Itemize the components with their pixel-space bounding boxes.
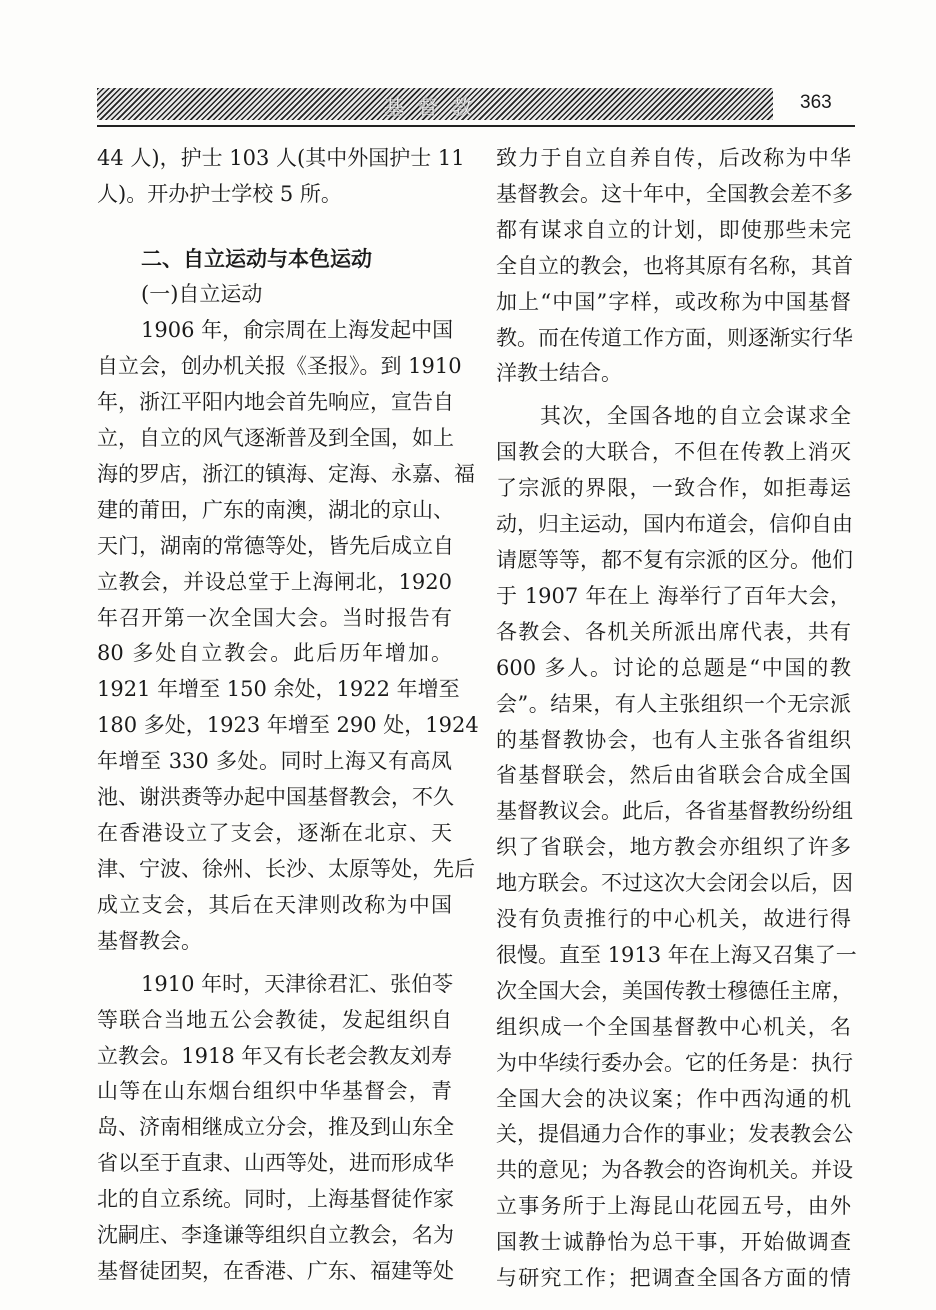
text-line: 省基督联会，然后由省联会合成全国: [496, 763, 851, 788]
text-line: 组织成一个全国基督教中心机关，名: [496, 1014, 851, 1039]
text-line: 津、宁波、徐州、长沙、太原等处，先后: [97, 856, 475, 881]
text-line: 全自立的教会，也将其原有名称，其首: [496, 253, 853, 278]
page-number: 363: [800, 92, 832, 113]
text-line: 人)。开办护士学校 5 所。: [97, 181, 342, 206]
text-line: 自立会，创办机关报《圣报》。到 1910: [97, 354, 462, 379]
text-line: 织了省联会，地方教会亦组织了许多: [496, 835, 851, 860]
running-header-bar: [97, 88, 773, 120]
text-line: 于 1907 年在上 海举行了百年大会，: [496, 583, 851, 608]
text-line: 池、谢洪赉等办起中国基督教会，不久: [97, 785, 454, 810]
text-line: 其次，全国各地的自立会谋求全: [540, 404, 851, 429]
text-line: (一)自立运动: [141, 282, 263, 307]
text-line: 建的莆田，广东的南澳，湖北的京山、: [97, 497, 454, 522]
text-line: 地方联会。不过这次大会闭会以后，因: [496, 871, 853, 896]
text-line: 省以至于直隶、山西等处，进而形成华: [97, 1151, 454, 1176]
text-line: 没有负责推行的中心机关，故进行得: [496, 907, 851, 932]
text-line: 致力于自立自养自传，后改称为中华: [496, 146, 851, 170]
text-line: 600 多人。讨论的总题是“中国的教: [496, 655, 851, 680]
text-line: 洋教士结合。: [496, 361, 622, 386]
text-line: 次全国大会，美国传教士穆德任主席，: [496, 978, 853, 1003]
text-line: 会”。结果，有人主张组织一个无宗派: [496, 691, 851, 716]
text-line: 基督教会。这十年中，全国教会差不多: [496, 181, 853, 206]
text-line: 北的自立系统。同时，上海基督徒作家: [97, 1187, 454, 1212]
text-line: 立，自立的风气逐渐普及到全国，如上: [97, 426, 454, 451]
text-line: 请愿等等，都不复有宗派的区分。他们: [496, 548, 853, 573]
text-line: 年，浙江平阳内地会首先响应，宣告自: [97, 390, 454, 415]
text-line: 为中华续行委办会。它的任务是：执行: [496, 1050, 853, 1075]
running-header-title: 基督教: [384, 95, 486, 119]
text-line: 国教士诚静怡为总干事，开始做调查: [496, 1230, 851, 1255]
text-line: 180 多处，1923 年增至 290 处，1924: [97, 713, 479, 738]
text-line: 立教会，并设总堂于上海闸北，1920: [97, 569, 452, 594]
text-line: 国教会的大联合，不但在传教上消灭: [496, 440, 851, 465]
text-line: 都有谋求自立的计划，即使那些未完: [496, 217, 851, 242]
text-line: 年增至 330 多处。同时上海又有高凤: [97, 749, 452, 774]
text-line: 很慢。直至 1913 年在上海又召集了一: [496, 942, 857, 967]
text-line: 1910 年时，天津徐君汇、张伯苓: [141, 971, 454, 996]
text-line: 44 人)，护士 103 人(其中外国护士 11: [97, 146, 465, 170]
text-line: 基督教议会。此后，各省基督教纷纷组: [496, 799, 853, 824]
text-line: 加上“中国”字样，或改称为中国基督: [496, 289, 851, 314]
text-line: 立教会。1918 年又有长老会教友刘寿: [97, 1043, 452, 1068]
text-line: 基督教会。: [97, 928, 202, 953]
text-line: 海的罗店，浙江的镇海、定海、永嘉、福: [97, 461, 475, 486]
text-line: 基督徒团契，在香港、广东、福建等处: [97, 1258, 454, 1283]
text-line: 的基督教协会，也有人主张各省组织: [496, 727, 851, 752]
text-line: 在香港设立了支会，逐渐在北京、天: [97, 820, 452, 845]
text-line: 动，归主运动，国内布道会，信仰自由: [496, 512, 853, 537]
text-line: 等联合当地五公会教徒，发起组织自: [97, 1007, 452, 1032]
text-line: 天门，湖南的常德等处，皆先后成立自: [97, 533, 454, 558]
text-line: 各教会、各机关所派出席代表，共有: [496, 619, 851, 644]
text-line: 教。而在传道工作方面，则逐渐实行华: [496, 325, 853, 350]
text-line: 山等在山东烟台组织中华基督会，青: [97, 1079, 452, 1104]
text-line: 1921 年增至 150 余处，1922 年增至: [97, 677, 460, 702]
text-line: 与研究工作；把调查全国各方面的情: [496, 1266, 851, 1291]
text-line: 立事务所于上海昆山花园五号，由外: [496, 1194, 851, 1219]
text-line: 成立支会，其后在天津则改称为中国: [97, 892, 452, 917]
text-line: 全国大会的决议案；作中西沟通的机: [496, 1086, 851, 1111]
text-line: 1906 年，俞宗周在上海发起中国: [141, 318, 454, 343]
text-line: 年召开第一次全国大会。当时报告有: [97, 605, 452, 630]
section-heading: 二、自立运动与本色运动: [141, 246, 372, 271]
text-line: 共的意见；为各教会的咨询机关。并设: [496, 1158, 853, 1183]
text-line: 了宗派的界限，一致合作，如拒毒运: [496, 476, 851, 501]
header-rule: [97, 125, 855, 127]
text-line: 岛、济南相继成立分会，推及到山东全: [97, 1115, 454, 1140]
text-line: 关，提倡通力合作的事业；发表教会公: [496, 1122, 853, 1147]
text-line: 沈嗣庄、李逢谦等组织自立教会，名为: [97, 1223, 454, 1247]
text-line: 80 多处自立教会。此后历年增加。: [97, 641, 452, 666]
